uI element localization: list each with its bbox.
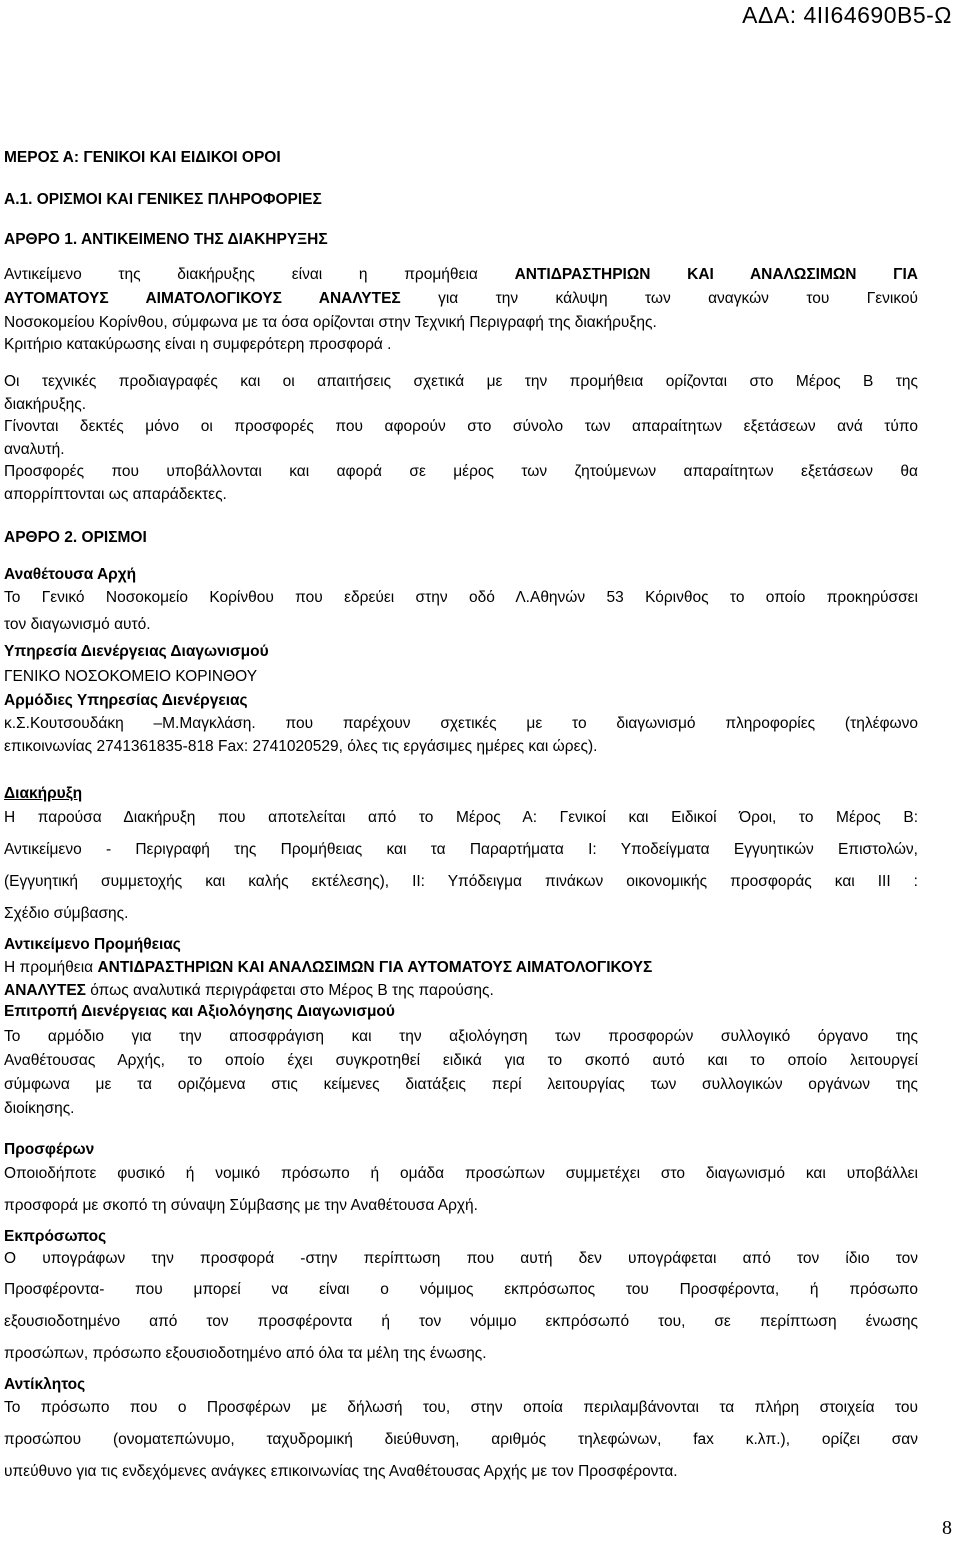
- ada-code: ΑΔΑ: 4ΙΙ64690Β5-Ω: [742, 2, 952, 28]
- article1-p4-line1: Προσφορές που υποβάλλονται και αφορά σε μέρος των ζητούμενων απαραίτητων εξετάσεων θα: [4, 463, 918, 480]
- declaration-heading: Διακήρυξη: [4, 785, 83, 802]
- page-number: 8: [942, 1517, 952, 1539]
- liaison-line1: Το πρόσωπο που ο Προσφέρων με δήλωσή του, στην οποία περιλαμβάνονται τα πλήρη στοιχεία του: [4, 1399, 918, 1416]
- article1-p4-line2: απορρίπτονται ως απαράδεκτες.: [4, 486, 227, 503]
- article1-p1-line1: Αντικείμενο της διακήρυξης είναι η προμήθεια ΑΝΤΙΔΡΑΣΤΗΡΙΩΝ ΚΑΙ ΑΝΑΛΩΣΙΜΩΝ ΓΙΑ: [4, 266, 918, 283]
- article1-p1-line2: ΑΥΤΟΜΑΤΟΥΣ ΑΙΜΑΤΟΛΟΓΙΚΟΥΣ ΑΝΑΛΥΤΕΣ για την κάλυψη των αναγκών του Γενικού: [4, 290, 918, 307]
- committee-line2: Αναθέτουσας Αρχής, το οποίο έχει συγκροτηθεί ειδικά για το σκοπό αυτό και το οποίο λειτουργεί: [4, 1052, 918, 1069]
- article1-p2-line1: Οι τεχνικές προδιαγραφές και οι απαιτήσεις σχετικά με την προμήθεια ορίζονται στο Μέρος Β της: [4, 373, 918, 390]
- declaration-line1: Η παρούσα Διακήρυξη που αποτελείται από το Μέρος Α: Γενικοί και Ειδικοί Όροι, το Μέρος Β:: [4, 809, 918, 826]
- contracting-authority-line2: τον διαγωνισμό αυτό.: [4, 616, 151, 633]
- representative-line4: προσώπων, πρόσωπο εξουσιοδοτημένο από όλα τα μέλη της ένωσης.: [4, 1345, 487, 1362]
- committee-line1: Το αρμόδιο για την αποσφράγιση και την αξιολόγηση των προσφορών συλλογικό όργανο της: [4, 1028, 918, 1045]
- tender-service-value: ΓΕΝΙΚΟ ΝΟΣΟΚΟΜΕΙΟ ΚΟΡΙΝΘΟΥ: [4, 668, 258, 685]
- article2-title: ΑΡΘΡΟ 2. ΟΡΙΣΜΟΙ: [4, 529, 147, 546]
- committee-line4: διοίκησης.: [4, 1100, 75, 1117]
- procurement-object-heading: Αντικείμενο Προμήθειας: [4, 936, 181, 953]
- article1-p1-line4: Κριτήριο κατακύρωσης είναι η συμφερότερη προσφορά .: [4, 336, 392, 353]
- article1-p2-line2: διακήρυξης.: [4, 396, 87, 413]
- competent-services-line1: κ.Σ.Κουτσουδάκη –Μ.Μαγκλάση. που παρέχουν σχετικές με το διαγωνισμό πληροφορίες (τηλέφωνο: [4, 715, 919, 732]
- liaison-line2: προσώπου (ονοματεπώνυμο, ταχυδρομική διεύθυνση, αριθμός τηλεφώνων, fax κ.λπ.), ορίζει σαν: [4, 1431, 918, 1448]
- article1-title: ΑΡΘΡΟ 1. ΑΝΤΙΚΕΙΜΕΝΟ ΤΗΣ ΔΙΑΚΗΡΥΞΗΣ: [4, 231, 328, 248]
- representative-heading: Εκπρόσωπος: [4, 1228, 107, 1245]
- declaration-line2: Αντικείμενο - Περιγραφή της Προμήθειας και τα Παραρτήματα Ι: Υποδείγματα Εγγυητικών Επιστολών,: [4, 841, 918, 858]
- liaison-line3: υπεύθυνο για τις ενδεχόμενες ανάγκες επικοινωνίας της Αναθέτουσας Αρχής με τον Προσφέροντα.: [4, 1463, 678, 1480]
- contracting-authority-line1: Το Γενικό Νοσοκομείο Κορίνθου που εδρεύει στην οδό Λ.Αθηνών 53 Κόρινθος το οποίο προκηρύσσει: [4, 589, 918, 606]
- contracting-authority-heading: Αναθέτουσα Αρχή: [4, 566, 137, 583]
- procurement-object-line2: ΑΝΑΛΥΤΕΣ όπως αναλυτικά περιγράφεται στο Μέρος Β της παρούσης.: [4, 982, 494, 999]
- declaration-line3: (Εγγυητική συμμετοχής και καλής εκτέλεσης), ΙΙ: Υπόδειγμα πινάκων οικονομικής προσφοράς και ΙΙΙ :: [4, 873, 918, 890]
- representative-line3: εξουσιοδοτημένο από τον προσφέροντα ή τον νόμιμο εκπρόσωπό του, σε περίπτωση ένωσης: [4, 1313, 918, 1330]
- article1-p3-line2: αναλυτή.: [4, 441, 65, 458]
- article1-p3-line1: Γίνονται δεκτές μόνο οι προσφορές που αφορούν στο σύνολο των απαραίτητων εξετάσεων ανά τύπο: [4, 418, 918, 435]
- representative-line2: Προσφέροντα- που μπορεί να είναι ο νόμιμος εκπρόσωπος του Προσφέροντα, ή πρόσωπο: [4, 1281, 918, 1298]
- competent-services-line2: επικοινωνίας 2741361835-818 Fax: 2741020529, όλες τις εργάσιμες ημέρες και ώρες).: [4, 738, 598, 755]
- committee-line3: σύμφωνα με τα οριζόμενα στις κείμενες διατάξεις περί λειτουργίας των συλλογικών οργάνων της: [4, 1076, 918, 1093]
- representative-line1: Ο υπογράφων την προσφορά -στην περίπτωση που αυτή δεν υπογράφεται από τον ίδιο τον: [4, 1250, 918, 1267]
- part-title: ΜΕΡΟΣ Α: ΓΕΝΙΚΟΙ ΚΑΙ ΕΙΔΙΚΟΙ ΟΡΟΙ: [4, 149, 281, 166]
- liaison-heading: Αντίκλητος: [4, 1376, 86, 1393]
- committee-heading: Επιτροπή Διενέργειας και Αξιολόγησης Διαγωνισμού: [4, 1003, 395, 1020]
- article1-p1-line3: Νοσοκομείου Κορίνθου, σύμφωνα με τα όσα ορίζονται στην Τεχνική Περιγραφή της διακήρυξης.: [4, 314, 657, 331]
- declaration-line4: Σχέδιο σύμβασης.: [4, 905, 129, 922]
- competent-services-heading: Αρμόδιες Υπηρεσίας Διενέργειας: [4, 692, 248, 709]
- section-title: Α.1. ΟΡΙΣΜΟΙ ΚΑΙ ΓΕΝΙΚΕΣ ΠΛΗΡΟΦΟΡΙΕΣ: [4, 191, 322, 208]
- procurement-object-line1: Η προμήθεια ΑΝΤΙΔΡΑΣΤΗΡΙΩΝ ΚΑΙ ΑΝΑΛΩΣΙΜΩΝ ΓΙΑ ΑΥΤΟΜΑΤΟΥΣ ΑΙΜΑΤΟΛΟΓΙΚΟΥΣ: [4, 959, 653, 976]
- bidder-line1: Οποιοδήποτε φυσικό ή νομικό πρόσωπο ή ομάδα προσώπων συμμετέχει στο διαγωνισμό και υποβάλλει: [4, 1165, 918, 1182]
- tender-service-heading: Υπηρεσία Διενέργειας Διαγωνισμού: [4, 643, 269, 660]
- bidder-line2: προσφορά με σκοπό τη σύναψη Σύμβασης με την Αναθέτουσα Αρχή.: [4, 1197, 478, 1214]
- bidder-heading: Προσφέρων: [4, 1141, 95, 1158]
